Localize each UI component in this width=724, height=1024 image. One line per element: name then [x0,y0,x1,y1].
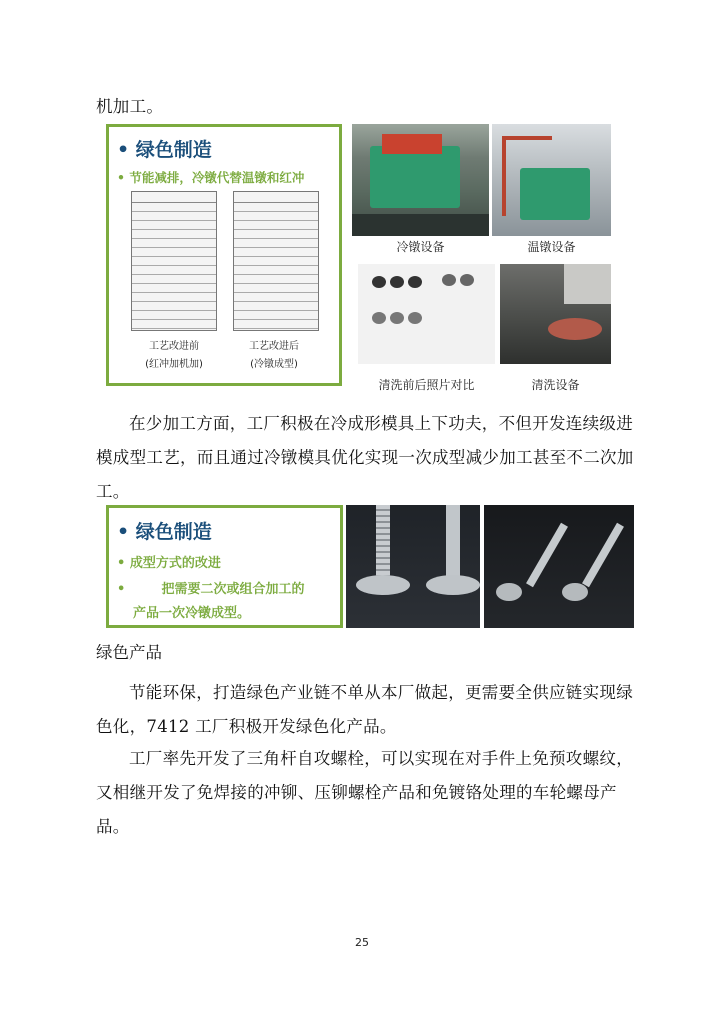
paragraph-products: 工厂率先开发了三角杆自攻螺栓，可以实现在对手件上免预攻螺纹，又相继开发了免焊接的冲铆、压铆螺栓产品和免镀铬处理的车轮螺母产品。 [96,749,633,836]
caption-after: 工艺改进后 [249,341,299,352]
slide-title: • 绿色制造 [117,139,212,161]
caption-before: 工艺改进前 [149,341,199,352]
caption-after-sub: (冷镦成型) [250,359,298,370]
paragraph-less-machining: 在少加工方面，工厂积极在冷成形模具上下功夫，不但开发连续级进模成型工艺，而且通过冷镦模具优化实现一次成型减少加工甚至不二次加工。 [96,414,634,501]
slide-bullet: 产品一次冷镦成型。 [133,606,251,621]
slide-title: • 绿色制造 [117,521,212,543]
slide-green-manufacturing-1 [106,124,342,386]
slide-bullet: • 成型方式的改进 [117,556,221,571]
photo-bolts-1 [346,505,480,628]
photo-warm-heading-equipment [492,124,611,236]
section-heading-green-products: 绿色产品 [96,643,162,662]
paragraph-green-chain: 节能环保，打造绿色产业链不单从本厂做起，更需要全供应链实现绿色化，7412 工厂积极开发绿色化产品。 [96,683,633,736]
photo-cleaning-equipment [500,264,611,364]
caption-photo-2: 温镦设备 [527,240,576,254]
photo-bolts-2 [484,505,634,628]
process-doc-before [131,191,217,331]
process-doc-after [233,191,319,331]
caption-before-sub: (红冲加机加) [145,359,203,370]
page-number: 25 [355,936,369,949]
slide-bullet: • 节能减排，冷镦代替温镦和红冲 [117,170,305,185]
slide-bullet: • 把需要二次或组合加工的 [117,582,305,597]
caption-photo-1: 冷镦设备 [396,240,445,254]
slide-green-manufacturing-2 [106,505,343,628]
caption-photo-4: 清洗设备 [531,378,580,392]
photo-cold-heading-equipment [352,124,489,236]
caption-photo-3: 清洗前后照片对比 [378,378,475,392]
text-line-top: 机加工。 [96,97,164,116]
photo-cleaning-comparison [358,264,495,364]
